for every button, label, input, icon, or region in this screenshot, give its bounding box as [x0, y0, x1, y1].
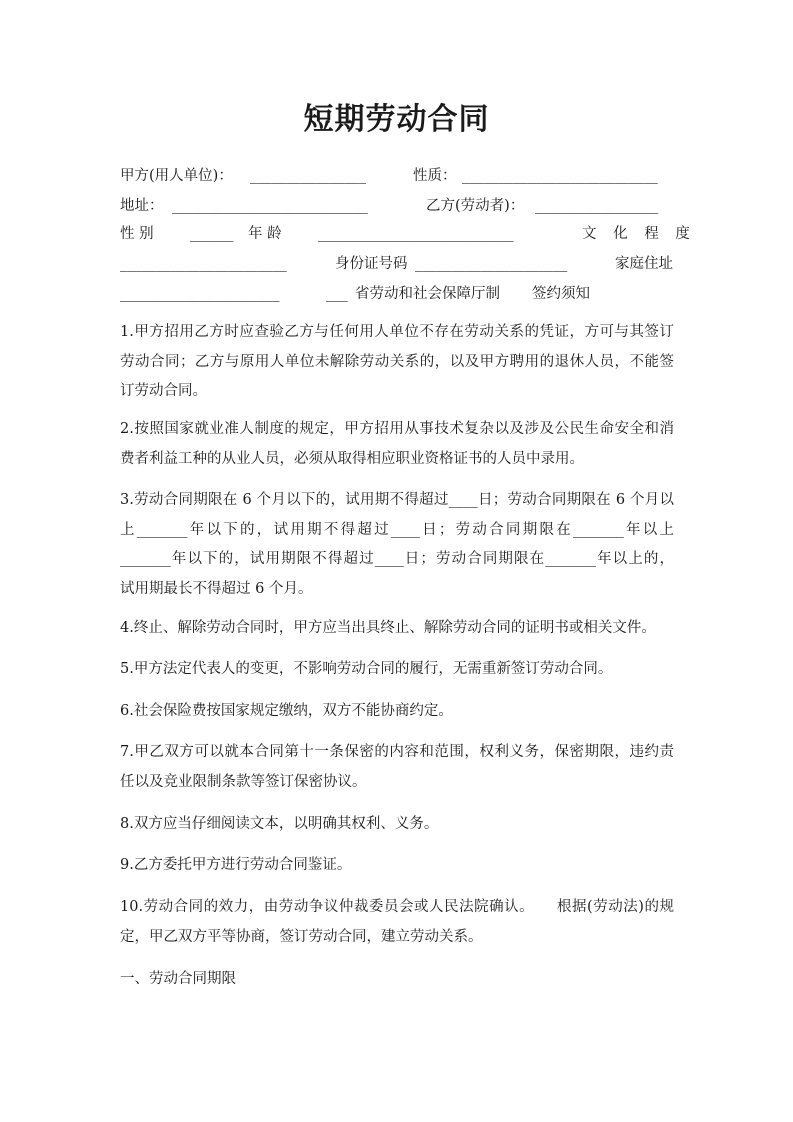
nature-label: 性质：	[413, 168, 457, 184]
paragraph-line: 费者利益工种的从业人员，必须从取得相应职业资格证书的人员中录用。	[120, 450, 584, 467]
paragraph-line: 任以及竞业限制条款等签订保密协议。	[120, 773, 367, 790]
id-number-blank: _____________________	[415, 256, 568, 272]
paragraph-line: 上_______年以下的，试用期不得超过____日；劳动合同期限在_______年以上	[120, 521, 674, 538]
paragraph-line: 订劳动合同。	[120, 383, 207, 399]
party-b-blank: _________________	[535, 198, 659, 214]
issuer-label: 省劳动和社会保障厅制	[355, 286, 500, 302]
paragraph-line: 8.双方应当仔细阅读文本，以明确其权利、义务。	[120, 816, 439, 832]
notice-paragraph-3	[120, 486, 674, 604]
header-row-province	[120, 282, 674, 306]
notice-paragraph-7	[120, 738, 674, 797]
paragraph-line: 试用期最长不得超过 6 个月。	[120, 580, 313, 597]
education-label: 文 化 程 度	[582, 226, 696, 242]
paragraph-line: 1.甲方招用乙方时应查验乙方与任何用人单位不存在劳动关系的凭证，方可与其签订	[120, 324, 674, 340]
gender-label: 性 别	[120, 226, 154, 242]
address-blank: ___________________________	[172, 198, 368, 214]
nature-blank: ___________________________	[462, 168, 658, 184]
notice-paragraph-8	[120, 810, 674, 840]
paragraph-line: 2.按照国家就业准人制度的规定，甲方招用从事技术复杂以及涉及公民生命安全和消	[120, 421, 674, 437]
header-row-address	[120, 194, 674, 218]
id-number-label: 身份证号码	[335, 256, 408, 272]
notice-paragraph-9	[120, 851, 674, 881]
section-heading-text: 一、劳动合同期限	[120, 971, 236, 987]
paragraph-line: 5.甲方法定代表人的变更，不影响劳动合同的履行，无需重新签订劳动合同。	[120, 661, 613, 677]
header-row-id	[120, 252, 674, 276]
section-heading-contract-term	[120, 965, 674, 995]
paragraph-line: 劳动合同；乙方与原用人单位未解除劳动关系的，以及甲方聘用的退休人员，不能签	[120, 353, 674, 370]
party-a-label: 甲方(用人单位)：	[120, 168, 233, 184]
document-title: 短期劳动合同	[303, 102, 490, 137]
paragraph-line: 7.甲乙双方可以就本合同第十一条保密的内容和范围，权利义务，保密期限，违约责	[120, 744, 674, 760]
header-row-gender	[120, 222, 696, 246]
home-address-blank: ______________________	[120, 286, 280, 302]
signing-notice-label: 签约须知	[532, 286, 590, 302]
age-label: 年 龄	[248, 226, 282, 242]
education-blank: _______________________	[120, 256, 287, 272]
province-blank: ___	[326, 286, 348, 302]
home-address-label: 家庭住址	[615, 256, 673, 272]
paragraph-line: 定，甲乙双方平等协商，签订劳动合同，建立劳动关系。	[120, 928, 483, 945]
paragraph-line: 3.劳动合同期限在 6 个月以下的，试用期不得超过____日；劳动合同期限在 6 个月以	[120, 492, 674, 508]
paragraph-line: 9.乙方委托甲方进行劳动合同鉴证。	[120, 857, 352, 873]
notice-paragraph-10	[120, 893, 674, 952]
paragraph-line: 4.终止、解除劳动合同时，甲方应当出具终止、解除劳动合同的证明书或相关文件。	[120, 620, 656, 636]
party-a-blank: ________________	[250, 168, 366, 184]
notice-paragraph-6	[120, 697, 674, 727]
notice-paragraph-4	[120, 614, 674, 644]
notice-paragraph-2	[120, 415, 674, 474]
age-blank: ___________________________	[318, 226, 514, 242]
header-row-party-a	[120, 164, 674, 188]
paragraph-line: _______年以下的，试用期限不得超过____日；劳动合同期限在_______年以上的，	[120, 551, 674, 567]
party-b-label: 乙方(劳动者)：	[426, 198, 525, 214]
address-label: 地址：	[120, 198, 164, 214]
gender-blank: ______	[190, 226, 234, 242]
paragraph-line: 6.社会保险费按国家规定缴纳，双方不能协商约定。	[120, 703, 453, 719]
notice-paragraph-1	[120, 318, 674, 407]
paragraph-line: 10.劳动合同的效力，由劳动争议仲裁委员会或人民法院确认。 根据(劳动法)的规	[120, 899, 674, 915]
notice-paragraph-5	[120, 655, 674, 685]
